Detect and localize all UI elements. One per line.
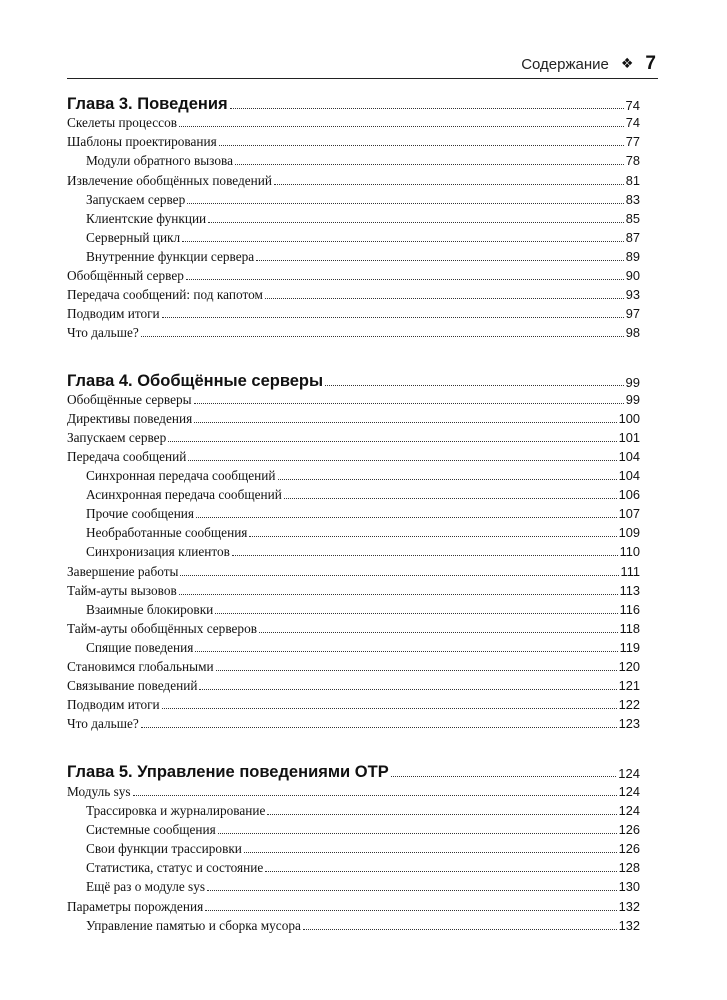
toc-subsection-entry (86, 503, 640, 522)
toc-entry-title: Прочие сообщения (86, 506, 195, 521)
toc-entry-page: 97 (625, 306, 640, 321)
toc-subsection-entry (86, 465, 640, 484)
toc-entry-page: 109 (618, 525, 640, 540)
ornament-icon: ❖ (620, 55, 634, 71)
toc-subsection-entry (86, 800, 640, 819)
toc-entry-page: 83 (625, 192, 640, 207)
toc-entry-title: Связывание поведений (67, 678, 198, 693)
dot-leader (162, 707, 617, 709)
dot-leader (218, 832, 617, 834)
toc-entry-page: 104 (618, 449, 640, 464)
toc-section-entry (67, 265, 640, 284)
dot-leader (230, 107, 624, 109)
toc-entry-title: Синхронизация клиентов (86, 544, 230, 559)
toc-entry-page: 110 (619, 544, 640, 559)
toc-subsection-entry (86, 246, 640, 265)
toc-entry-title: Параметры порождения (67, 899, 204, 914)
toc-section-entry (67, 303, 640, 322)
toc-entry-page: 111 (620, 564, 640, 579)
toc-subsection-entry (86, 208, 640, 227)
toc-entry-page: 118 (619, 621, 640, 636)
toc-entry-page: 121 (618, 678, 640, 693)
dot-leader (205, 909, 616, 911)
toc-entry-title: Завершение работы (67, 564, 179, 579)
toc-entry-page: 120 (618, 659, 640, 674)
dot-leader (244, 851, 617, 853)
toc-entry-title: Подводим итоги (67, 697, 160, 712)
dot-leader (180, 574, 618, 576)
toc-entry-title: Обобщённый сервер (67, 268, 184, 283)
toc-entry-page: 74 (625, 115, 640, 130)
toc-entry-page: 104 (618, 468, 640, 483)
toc-section-entry (67, 284, 640, 303)
dot-leader (232, 554, 618, 556)
toc-section-entry (67, 561, 640, 580)
dot-leader (199, 688, 616, 690)
running-header-title: Содержание (521, 56, 609, 73)
toc-subsection-entry (86, 227, 640, 246)
running-header (67, 52, 658, 79)
toc-subsection-entry (86, 838, 640, 857)
toc-entry-page: 132 (618, 918, 640, 933)
dot-leader (235, 163, 624, 165)
dot-leader (162, 316, 624, 318)
toc-entry-title: Клиентские функции (86, 211, 207, 226)
toc-entry-title: Глава 3. Поведения (67, 95, 228, 113)
toc-section-entry (67, 781, 640, 800)
dot-leader (216, 669, 617, 671)
toc-entry-title: Обобщённые серверы (67, 392, 192, 407)
toc-entry-title: Трассировка и журналирование (86, 803, 266, 818)
toc-entry-title: Модули обратного вызова (86, 153, 233, 168)
toc-entry-page: 132 (618, 899, 640, 914)
toc-section-entry (67, 446, 640, 465)
toc-entry-page: 99 (625, 392, 640, 407)
dot-leader (194, 421, 616, 423)
dot-leader (186, 278, 624, 280)
toc-chapter-entry (67, 760, 640, 782)
dot-leader (187, 202, 624, 204)
dot-leader (215, 612, 617, 614)
toc-entry-title: Подводим итоги (67, 306, 160, 321)
toc-entry-page: 85 (625, 211, 640, 226)
dot-leader (141, 726, 617, 728)
dot-leader (267, 813, 616, 815)
toc-entry-title: Шаблоны проектирования (67, 134, 217, 149)
toc-entry-page: 122 (618, 697, 640, 712)
dot-leader (207, 889, 617, 891)
dot-leader (391, 775, 617, 777)
toc-subsection-entry (86, 819, 640, 838)
toc-entry-title: Синхронная передача сообщений (86, 468, 276, 483)
toc-entry-title: Необработанные сообщения (86, 525, 248, 540)
page-number: 7 (645, 53, 656, 74)
toc-entry-title: Управление памятью и сборка мусора (86, 918, 301, 933)
toc-entry-title: Директивы поведения (67, 411, 193, 426)
dot-leader (259, 631, 618, 633)
toc-entry-page: 81 (625, 173, 640, 188)
toc-entry-title: Что дальше? (67, 716, 139, 731)
dot-leader (141, 335, 624, 337)
dot-leader (179, 125, 624, 127)
toc-entry-title: Что дальше? (67, 325, 139, 340)
toc-entry-page: 78 (625, 153, 640, 168)
dot-leader (265, 297, 624, 299)
toc-subsection-entry (86, 484, 640, 503)
toc-subsection-entry (86, 599, 640, 618)
dot-leader (196, 516, 617, 518)
toc-entry-title: Статистика, статус и состояние (86, 860, 264, 875)
dot-leader (249, 535, 616, 537)
toc-entry-title: Глава 5. Управление поведениями OTP (67, 763, 389, 781)
toc-chapter-entry (67, 369, 640, 391)
toc-section-entry (67, 322, 640, 341)
toc-section-entry (67, 713, 640, 732)
dot-leader (303, 928, 617, 930)
toc-entry-page: 123 (618, 716, 640, 731)
toc-entry-title: Асинхронная передача сообщений (86, 487, 282, 502)
toc-subsection-entry (86, 915, 640, 934)
toc-subsection-entry (86, 189, 640, 208)
dot-leader (168, 440, 616, 442)
toc-entry-page: 93 (625, 287, 640, 302)
toc-entry-page: 130 (618, 879, 640, 894)
dot-leader (179, 593, 618, 595)
toc-entry-page: 119 (619, 640, 640, 655)
dot-leader (194, 402, 624, 404)
toc-chapter-entry (67, 92, 640, 114)
toc-subsection-entry (86, 637, 640, 656)
toc-entry-title: Системные сообщения (86, 822, 216, 837)
dot-leader (265, 870, 616, 872)
toc-entry-page: 101 (618, 430, 640, 445)
toc-entry-title: Спящие поведения (86, 640, 194, 655)
toc-entry-title: Тайм-ауты вызовов (67, 583, 177, 598)
dot-leader (274, 183, 624, 185)
dot-leader (182, 240, 624, 242)
toc-section-entry (67, 389, 640, 408)
dot-leader (284, 497, 617, 499)
toc-entry-title: Свои функции трассировки (86, 841, 242, 856)
dot-leader (325, 384, 623, 386)
toc-entry-page: 99 (625, 375, 640, 390)
toc-section-entry (67, 580, 640, 599)
toc-entry-page: 100 (618, 411, 640, 426)
toc-entry-page: 90 (625, 268, 640, 283)
toc-entry-title: Передача сообщений (67, 449, 187, 464)
toc-entry-title: Скелеты процессов (67, 115, 177, 130)
toc-entry-page: 89 (625, 249, 640, 264)
toc-entry-title: Глава 4. Обобщённые серверы (67, 372, 324, 390)
toc-entry-page: 113 (619, 583, 640, 598)
dot-leader (188, 459, 616, 461)
toc-entry-title: Становимся глобальными (67, 659, 214, 674)
toc-subsection-entry (86, 522, 640, 541)
toc-entry-title: Тайм-ауты обобщённых серверов (67, 621, 257, 636)
toc-entry-page: 106 (618, 487, 640, 502)
dot-leader (278, 478, 617, 480)
dot-leader (208, 221, 624, 223)
toc-entry-title: Серверный цикл (86, 230, 181, 245)
toc-entry-title: Модуль sys (67, 784, 131, 799)
toc-section-entry (67, 170, 640, 189)
dot-leader (133, 794, 617, 796)
toc-entry-page: 107 (618, 506, 640, 521)
dot-leader (219, 144, 624, 146)
toc-entry-title: Ещё раз о модуле sys (86, 879, 206, 894)
toc-subsection-entry (86, 876, 640, 895)
toc-entry-title: Запускаем сервер (67, 430, 167, 445)
toc-subsection-entry (86, 150, 640, 169)
toc-section-entry (67, 656, 640, 675)
toc-entry-title: Внутренние функции сервера (86, 249, 255, 264)
toc-entry-title: Извлечение обобщённых поведений (67, 173, 273, 188)
toc-entry-page: 98 (625, 325, 640, 340)
toc-entry-page: 116 (619, 602, 640, 617)
toc-entry-page: 124 (618, 766, 640, 781)
toc-entry-page: 87 (625, 230, 640, 245)
toc-entry-page: 126 (618, 822, 640, 837)
toc-entry-page: 128 (618, 860, 640, 875)
toc-subsection-entry (86, 857, 640, 876)
toc-section-entry (67, 896, 640, 915)
toc-entry-page: 126 (618, 841, 640, 856)
toc-section-entry (67, 694, 640, 713)
book-page (67, 0, 658, 1000)
toc-section-entry (67, 427, 640, 446)
toc-section-entry (67, 408, 640, 427)
toc-entry-title: Запускаем сервер (86, 192, 186, 207)
dot-leader (256, 259, 624, 261)
toc-subsection-entry (86, 541, 640, 560)
toc-entry-page: 124 (618, 784, 640, 799)
toc-entry-page: 77 (625, 134, 640, 149)
dot-leader (195, 650, 617, 652)
toc-section-entry (67, 131, 640, 150)
toc-entry-page: 74 (625, 98, 640, 113)
toc-section-entry (67, 675, 640, 694)
toc-entry-page: 124 (618, 803, 640, 818)
toc-entry-title: Взаимные блокировки (86, 602, 214, 617)
toc-section-entry (67, 112, 640, 131)
toc-entry-title: Передача сообщений: под капотом (67, 287, 263, 302)
toc-section-entry (67, 618, 640, 637)
